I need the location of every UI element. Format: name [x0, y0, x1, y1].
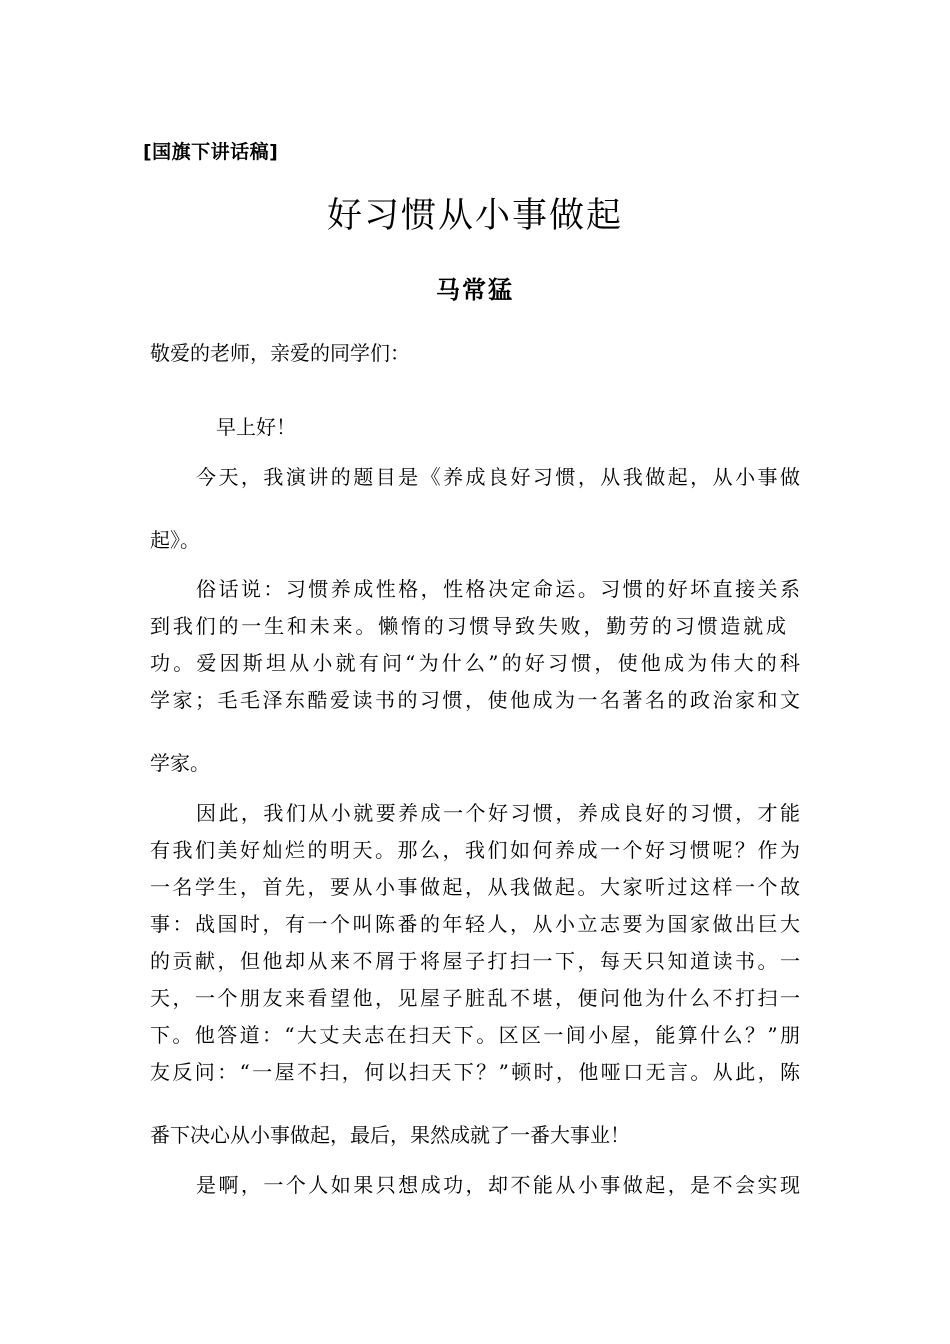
document-title: 好习惯从小事做起 [326, 196, 623, 236]
body-line: 因此，我们从小就要养成一个好习惯，养成良好的习惯，才能 [196, 801, 800, 825]
document-label: [国旗下讲话稿] [143, 141, 279, 163]
body-line: 功。爱因斯坦从小就有问“为什么”的好习惯，使他成为伟大的科 [150, 651, 800, 675]
salutation-line: 敬爱的老师，亲爱的同学们： [150, 341, 410, 365]
body-line: 学家。 [150, 751, 210, 775]
body-line: 俗话说：习惯养成性格，性格决定命运。习惯的好坏直接关系 [196, 577, 800, 601]
body-line: 学家；毛毛泽东酷爱读书的习惯，使他成为一名著名的政治家和文 [150, 688, 800, 712]
body-line: 下。他答道：“大丈夫志在扫天下。区区一间小屋，能算什么？”朋 [150, 1023, 800, 1047]
body-line: 天，一个朋友来看望他，见屋子脏乱不堪，便问他为什么不打扫一 [150, 986, 800, 1010]
body-line: 到我们的一生和未来。懒惰的习惯导致失败，勤劳的习惯造就成 [150, 614, 786, 638]
body-line: 一名学生，首先，要从小事做起，从我做起。大家听过这样一个故 [150, 875, 800, 899]
document-author: 马常猛 [436, 276, 514, 304]
body-line: 的贡献，但他却从来不屑于将屋子打扫一下，每天只知道读书。一 [150, 949, 800, 973]
body-line: 起》。 [150, 528, 200, 552]
body-line: 友反问：“一屋不扫，何以扫天下？”顿时，他哑口无言。从此，陈 [150, 1060, 800, 1084]
body-line: 是啊，一个人如果只想成功，却不能从小事做起，是不会实现 [196, 1173, 800, 1197]
body-line: 今天，我演讲的题目是《养成良好习惯，从我做起，从小事做 [196, 465, 800, 489]
greeting-line: 早上好！ [216, 415, 296, 439]
body-line: 番下决心从小事做起，最后，果然成就了一番大事业！ [150, 1123, 630, 1147]
body-line: 有我们美好灿烂的明天。那么，我们如何养成一个好习惯呢？作为 [150, 838, 800, 862]
body-line: 事：战国时，有一个叫陈番的年轻人，从小立志要为国家做出巨大 [150, 912, 800, 936]
